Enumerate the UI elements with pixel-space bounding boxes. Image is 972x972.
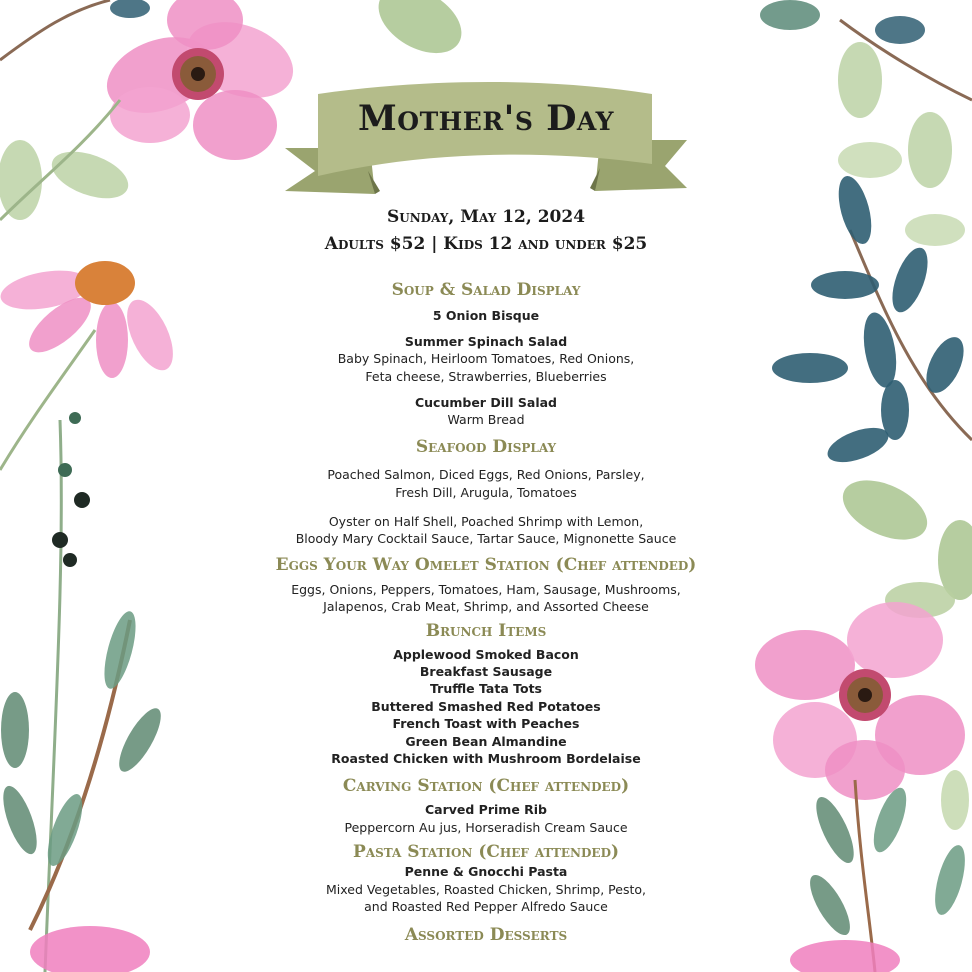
menu-item: Carved Prime Rib <box>424 802 548 817</box>
pink-flower-icon <box>755 602 965 800</box>
menu-item-description: Fresh Dill, Arugula, Tomatoes <box>395 485 577 500</box>
section-title-soup-salad: Soup & Salad Display <box>391 280 581 300</box>
section-title-carving: Carving Station (Chef attended) <box>342 776 630 796</box>
menu-item-description: and Roasted Red Pepper Alfredo Sauce <box>364 899 608 914</box>
menu-item: Buttered Smashed Red Potatoes <box>371 699 601 714</box>
menu-item-description: Oyster on Half Shell, Poached Shrimp with Lemon, <box>328 514 644 529</box>
menu-item: Cucumber Dill Salad <box>414 395 558 410</box>
menu-item-description: Poached Salmon, Diced Eggs, Red Onions, Parsley, <box>327 467 645 482</box>
section-title-brunch: Brunch Items <box>425 621 547 641</box>
section-title-desserts: Assorted Desserts <box>404 925 568 945</box>
menu-item: Roasted Chicken with Mushroom Bordelaise <box>331 751 641 766</box>
event-title: Mother's Day <box>358 98 614 139</box>
menu-item: French Toast with Peaches <box>392 716 580 731</box>
section-title-seafood: Seafood Display <box>415 437 557 457</box>
menu-item-description: Jalapenos, Crab Meat, Shrimp, and Assorted Cheese <box>323 599 649 614</box>
menu-item-description: Mixed Vegetables, Roasted Chicken, Shrimp, Pesto, <box>325 882 647 897</box>
section-title-omelet: Eggs Your Way Omelet Station (Chef attended) <box>275 555 697 575</box>
menu-item: Applewood Smoked Bacon <box>393 647 579 662</box>
menu-item: 5 Onion Bisque <box>432 308 540 323</box>
menu-item-description: Eggs, Onions, Peppers, Tomatoes, Ham, Sausage, Mushrooms, <box>291 582 681 597</box>
menu-item: Summer Spinach Salad <box>404 334 568 349</box>
menu-item-description: Warm Bread <box>447 412 525 427</box>
menu-item-description: Bloody Mary Cocktail Sauce, Tartar Sauce, Mignonette Sauce <box>295 531 677 546</box>
menu-item: Penne & Gnocchi Pasta <box>404 864 568 879</box>
event-pricing: Adults $52 | Kids 12 and under $25 <box>324 234 648 254</box>
menu-item: Green Bean Almandine <box>405 734 567 749</box>
menu-item-description: Peppercorn Au jus, Horseradish Cream Sauce <box>344 820 628 835</box>
menu-item-description: Feta cheese, Strawberries, Blueberries <box>365 369 607 384</box>
section-title-pasta: Pasta Station (Chef attended) <box>352 842 620 862</box>
pink-flower-icon <box>96 0 303 160</box>
event-date: Sunday, May 12, 2024 <box>386 207 586 227</box>
menu-item: Truffle Tata Tots <box>430 681 542 696</box>
coneflower-icon <box>0 261 182 378</box>
menu-item-description: Baby Spinach, Heirloom Tomatoes, Red Onions, <box>337 351 635 366</box>
menu-item: Breakfast Sausage <box>419 664 553 679</box>
